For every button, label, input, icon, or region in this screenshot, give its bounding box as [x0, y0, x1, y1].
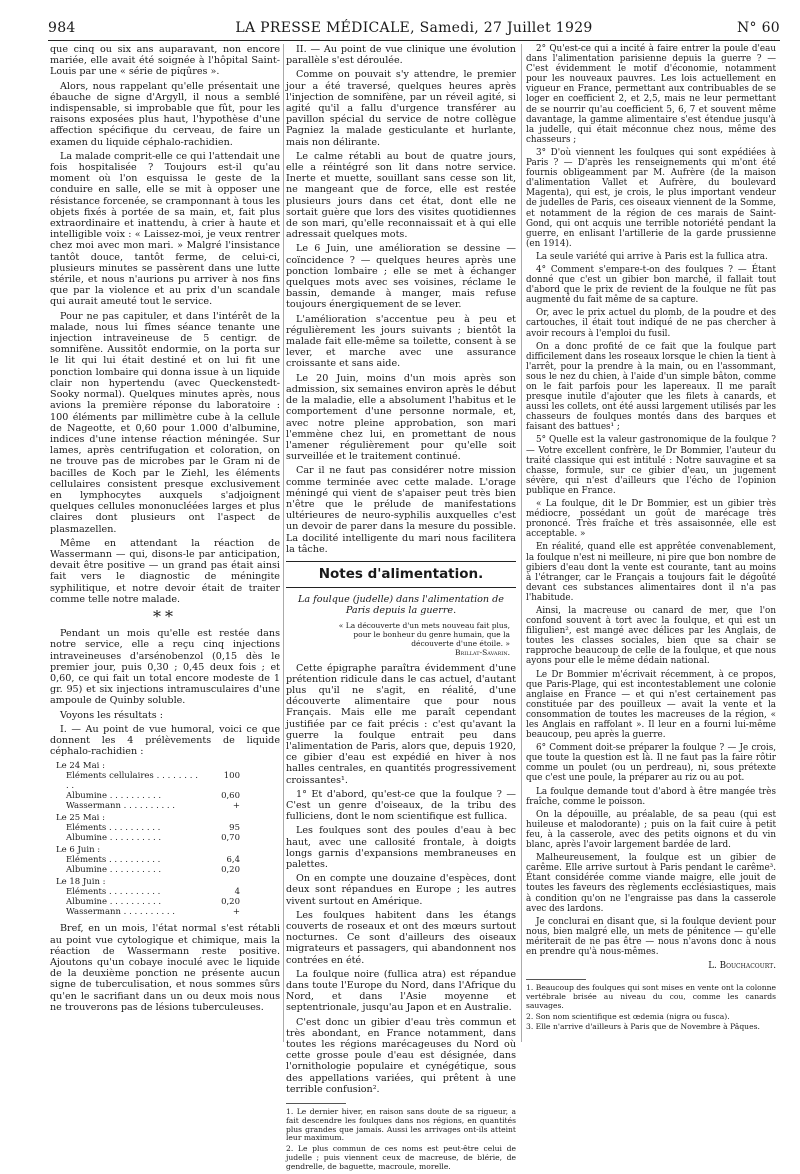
result-value: +: [232, 907, 240, 918]
paragraph: « La foulque, dit le Dr Bommier, est un gibier très médiocre, possédant un goût de marécage très prononcé. Très fraîche et très assaisonnée, elle est acceptable. »: [526, 499, 776, 540]
paragraph: La foulque demande tout d'abord à être mangée très fraîche, comme le poisson.: [526, 786, 776, 807]
paragraph: Alors, nous rappelant qu'elle présentait une ébauche de signe d'Argyll, il nous a semblé indispensable, si improbable que fût, pour les raisons exposées plus haut, l'hypothèse d'une affection spécifique du cerveau, de faire un examen du liquide céphalo-rachidien.: [50, 80, 280, 148]
paragraph: C'est donc un gibier d'eau très commun et très abondant, en France notamment, dans toutes les régions marécageuses du Nord où cette grosse poule d'eau est désignée, dans l'ornithologie populaire et cynégétique, sous des appellations variées, qui prêtent à une terrible confusion².: [286, 1016, 516, 1095]
paragraph: 2° Qu'est-ce qui a incité à faire entrer la poule d'eau dans l'alimentation parisienne depuis la guerre ? — C'est évidemment le motif d'économie, notamment pour les nouveaux pauvres. Les lois actuellement en vigueur en France, permettant aux contribuables de se loger en coefficient 2, et 2,5, mais ne leur permettant de se nourrir qu'au coefficient 5, 6, 7 et souvent même davantage, la gamme alimentaire s'est étendue jusqu'à la judelle, qui était méconnue chez nous, même des chasseurs ;: [526, 44, 776, 145]
result-value: 95: [229, 823, 240, 834]
paragraph: Les foulques habitent dans les étangs couverts de roseaux et ont des mœurs surtout nocturnes. Ce sont d'ailleurs des oiseaux migrateurs et passagers, qui abandonnent nos contrées en été.: [286, 909, 516, 966]
paragraph: En réalité, quand elle est apprêtée convenablement, la foulque n'est ni meilleure, ni pire que bon nombre de gibiers d'eau dont la vente est courante, tant au moins à l'étranger, car le Français a toujours fait le dégoûté devant ces substances alimentaires dont il n'a pas l'habitude.: [526, 542, 776, 603]
paragraph: On a donc profité de ce fait que la foulque part difficilement dans les roseaux lorsque le chien la tient à l'arrêt, pour la prendre à la main, ou en l'assommant, sous le nez du chien, à l'aide d'un simple bâton, comme on le fait parfois pour les lapereaux. Il me paraît presque inutile d'ajouter que les filets à canards, et aussi les collets, ont été aussi largement utilisés par les chasseurs de foulques montés dans des barques et faisant des battues¹ ;: [526, 341, 776, 433]
paragraph: Même en attendant la réaction de Wassermann — qui, disons-le par anticipation, devait être positive — un grand pas était ainsi fait vers le diagnostic de méningite syphilitique, et notre devoir était de traiter comme telle notre malade.: [50, 537, 280, 605]
result-date: Le 18 Juin :: [56, 877, 106, 888]
footnote: 2. Son nom scientifique est œdemia (nigra ou fusca).: [526, 1011, 730, 1021]
article-subtitle: La foulque (judelle) dans l'alimentation de Paris depuis la guerre.: [298, 594, 504, 617]
result-row: [56, 801, 280, 811]
epigraph: [326, 621, 510, 657]
result-label: Albumine . . . . . . . . . .: [66, 897, 162, 908]
paragraph: 4° Comment s'empare-t-on des foulques ? — Étant donné que c'est un gibier bon marché, il fallait tout d'abord que le prix de revient de la foulque ne fût pas augmenté du fait même de sa capture.: [526, 264, 776, 306]
result-row: [56, 865, 280, 875]
result-value: 0,60: [221, 791, 240, 802]
paragraph: Car il ne faut pas considérer notre mission comme terminée avec cette malade. L'orage méningé qui vient de s'apaiser peut très bien n'être que le prélude de manifestations ultérieures de neuro-syphilis auxquelles c'est un devoir de parer dans la mesure du possible. La docilité intelligente du mari nous facilitera la tâche.: [286, 465, 516, 555]
result-label: Albumine . . . . . . . . . .: [66, 833, 162, 844]
epigraph-author: Brillat-Savarin.: [455, 647, 510, 657]
column-left: [50, 44, 280, 1016]
issue-number: N° 60: [736, 20, 780, 36]
footnote-rule: [526, 979, 586, 980]
result-date: Le 25 Mai :: [56, 813, 105, 824]
result-label: Eléments cellulaires . . . . . . . . . .: [66, 771, 198, 792]
result-value: 0,70: [221, 833, 240, 844]
paragraph: Le Dr Bommier m'écrivait récemment, à ce propos, que Paris-Plage, qui est incontestablement une colonie anglaise en France — et qui n'est certainement pas constituée par des pouilleux — avait la vente et la consommation de toutes les macreuses de la région, « les Anglais en raffolant ». Il leur en a fourni lui-même beaucoup, peu après la guerre.: [526, 669, 776, 741]
paragraph: 5° Quelle est la valeur gastronomique de la foulque ? — Votre excellent confrère, le Dr Bommier, l'auteur du traité classique qui est intitulé : Notre sauvagine et sa chasse, formule, sur ce gibier d'eau, un jugement sévère, qui n'est d'ailleurs que l'écho de l'opinion publique en France.: [526, 435, 776, 496]
paragraph: que cinq ou six ans auparavant, non encore mariée, elle avait été soignée à l'hôpital Saint-Louis par une « série de piqûres ».: [50, 44, 280, 78]
result-label: Eléments . . . . . . . . . .: [66, 855, 161, 866]
column-divider: [283, 44, 284, 1042]
paragraph: Le 6 Juin, une amélioration se dessine — coïncidence ? — quelques heures après une ponction lombaire ; elle se met à échanger quelques mots avec ses voisines, réclame le bassin, demande à manger, mais refuse toujours énergiquement de se lever.: [286, 243, 516, 311]
footnote-rule: [286, 1103, 346, 1104]
result-value: 6,4: [226, 855, 240, 866]
section-heading: Notes d'alimentation.: [286, 561, 516, 588]
paragraph: La seule variété qui arrive à Paris est la fullica atra.: [536, 251, 768, 262]
result-label: Albumine . . . . . . . . . .: [66, 865, 162, 876]
paragraph: 1° Et d'abord, qu'est-ce que la foulque ? — C'est un genre d'oiseaux, de la tribu des fulliciens, dont le nom scientifique est fullica.: [286, 788, 516, 823]
result-value: 0,20: [221, 865, 240, 876]
result-value: 100: [223, 771, 240, 782]
result-row: [56, 823, 280, 833]
footnote: 3. Elle n'arrive d'ailleurs à Paris que de Novembre à Pâques.: [526, 1022, 760, 1032]
page-number: 984: [48, 20, 76, 36]
column-right: [526, 44, 776, 1034]
footnote: 1. Le dernier hiver, en raison sans doute de sa rigueur, a fait descendre les foulques dans nos régions, en quantités plus grandes que jamais. Aussi les arrivages ont-ils atteint leur maximum.: [286, 1107, 516, 1143]
section-separator: **: [153, 606, 177, 626]
result-row: [56, 897, 280, 907]
lab-results-table: [56, 761, 280, 917]
column-divider: [521, 44, 522, 1042]
paragraph: On la dépouille, au préalable, de sa peau (qui est huileuse et malodorante) ; puis on la fait cuire à petit feu, à la casserole, avec des petits oignons et du vin blanc, après l'avoir largement bardée de lard.: [526, 809, 776, 851]
paragraph: 6° Comment doit-se préparer la foulque ? — Je crois, que toute la question est là. Il ne faut pas la faire rôtir comme un poulet (ou un perdreau), ni, sous prétexte que c'est une poule, la préparer au riz ou au pot.: [526, 743, 776, 784]
result-row: [56, 907, 280, 917]
result-label: Eléments . . . . . . . . . .: [66, 823, 161, 834]
paragraph: Voyons les résultats :: [60, 709, 163, 721]
result-value: 4: [234, 887, 240, 898]
paragraph: La foulque noire (fullica atra) est répandue dans toute l'Europe du Nord, dans l'Afrique du Nord, et dans l'Asie moyenne et septentrionale, jusqu'au Japon et en Australie.: [286, 968, 516, 1014]
paragraph: II. — Au point de vue clinique une évolution parallèle s'est déroulée.: [286, 44, 516, 67]
paragraph: L'amélioration s'accentue peu à peu et régulièrement les jours suivants ; bientôt la malade fait elle-même sa toilette, consent à se lever, et marche avec une assurance croissante et sans aide.: [286, 313, 516, 370]
paragraph: Pour ne pas capituler, et dans l'intérêt de la malade, nous lui fîmes séance tenante une injection intraveineuse de 5 centigr. de somnifène. Aussitôt endormie, on la porta sur le lit qui lui était destiné et on lui fit une ponction lombaire qui donna issue à un liquide clair non hypertendu (avec Queckenstedt-Sooky normal). Quelques minutes après, nous avions la première réponse du laboratoire : 100 éléments par millimètre cube à la cellule de Nageotte, et 0,60 pour 1.000 d'albumine, indices d'une intense réaction méningée. Sur lames, après centrifugation et coloration, on ne trouve pas de microbes par le Gram ni de bacilles de Koch par le Ziehl, les éléments cellulaires consistent presque exclusivement en lymphocytes auxquels s'adjoignent quelques cellules mononucléées larges et plus claires dont plusieurs ont l'aspect de plasmazellen.: [50, 310, 280, 535]
footnote: 1. Beaucoup des foulques qui sont mises en vente ont la colonne vertébrale brisée au niveau du cou, comme les canards sauvages.: [526, 983, 776, 1010]
paragraph: 3° D'où viennent les foulques qui sont expédiées à Paris ? — D'après les renseignements qui m'ont été fournis obligeamment par M. Aufrère (de la maison d'alimentation Vallet et Aufrère, du boulevard Magenta), qui est, je crois, le plus important vendeur de judelles de Paris, ces oiseaux viennent de la Somme, et notamment de la région de ces marais de Saint-Gond, qui ont acquis une terrible notoriété pendant la guerre, en enlisant l'artillerie de la garde prussienne (en 1914).: [526, 147, 776, 249]
paragraph: I. — Au point de vue humoral, voici ce que donnent les 4 prélèvements de liquide céphalo-rachidien :: [50, 723, 280, 758]
result-row: [56, 833, 280, 843]
result-label: Eléments . . . . . . . . . .: [66, 887, 161, 898]
paragraph: On en compte une douzaine d'espèces, dont deux sont répandues en Europe ; les autres vivent surtout en Amérique.: [286, 873, 516, 907]
result-row: [56, 887, 280, 897]
footnote: 2. Le plus commun de ces noms est peut-être celui de judelle ; puis viennent ceux de macreuse, de blérie, de gendrelle, de baguette, macroule, morelle.: [286, 1144, 516, 1171]
result-row: [56, 855, 280, 865]
result-value: +: [232, 801, 240, 812]
epigraph-quote: « La découverte d'un mets nouveau fait plus, pour le bonheur du genre humain, que la découverte d'une étoile. »: [338, 620, 510, 648]
paragraph: Comme on pouvait s'y attendre, le premier jour a été traversé, quelques heures après l'injection de somnifène, par un réveil agité, si agité qu'il a fallu d'urgence transférer au pavillon spécial du service de notre collègue Pagniez la malade gesticulante et hurlante, mais non délirante.: [286, 69, 516, 148]
page-header: [48, 20, 780, 38]
result-date: Le 24 Mai :: [56, 761, 105, 772]
result-date: Le 6 Juin :: [56, 845, 101, 856]
author-signature: L. Bouchacourt.: [708, 961, 776, 972]
result-label: Wassermann . . . . . . . . . .: [66, 801, 175, 812]
column-middle: [286, 44, 516, 1174]
result-label: Wassermann . . . . . . . . . .: [66, 907, 175, 918]
result-label: Albumine . . . . . . . . . .: [66, 791, 162, 802]
paragraph: Bref, en un mois, l'état normal s'est rétabli au point vue cytologique et chimique, mais la réaction de Wassermann reste positive. Ajoutons qu'un cobaye inoculé avec le liquide de la deuxième ponction ne présente aucun signe de tuberculisation, et nous sommes sûrs qu'en le sacrifiant dans un ou deux mois nous ne trouverons pas de lésions tuberculeuses.: [50, 923, 280, 1013]
result-row: [56, 791, 280, 801]
result-row: [56, 771, 280, 791]
journal-title: LA PRESSE MÉDICALE, Samedi, 27 Juillet 1929: [235, 20, 593, 36]
paragraph: Pendant un mois qu'elle est restée dans notre service, elle a reçu cinq injections intraveineuses d'arsénobenzol (0,15 dès le premier jour, puis 0,30 ; 0,45 deux fois ; et 0,60, ce qui fait un total encore modeste de 1 gr. 95) et six injections intramusculaires d'une ampoule de Quinby soluble.: [50, 628, 280, 707]
paragraph: Cette épigraphe paraîtra évidemment d'une prétention ridicule dans le cas actuel, d'autant plus qu'il ne s'agit, en réalité, d'une découverte alimentaire que pour nous Français. Mais elle me paraît cependant justifiée par ce fait précis : c'est qu'avant la guerre la foulque entrait peu dans l'alimentation de Paris, alors que, depuis 1920, ce gibier d'eau est expédié en hiver à nos halles centrales, en quantités progressivement croissantes¹.: [286, 662, 516, 786]
paragraph: Le calme rétabli au bout de quatre jours, elle a réintégré son lit dans notre service. Inerte et muette, souillant sans cesse son lit, ne mangeant que de force, elle est restée plusieurs jours dans cet état, dont elle ne sortait guère que lors des visites quotidiennes de son mari, qu'elle reconnaissait et à qui elle adressait quelques mots.: [286, 150, 516, 241]
paragraph: Or, avec le prix actuel du plomb, de la poudre et des cartouches, il était tout indiqué de ne pas chercher à avoir recours à l'emploi du fusil.: [526, 308, 776, 339]
paragraph: Malheureusement, la foulque est un gibier de carême. Elle arrive surtout à Paris pendant le carême³. Étant considérée comme viande maigre, elle jouit de toutes les faveurs des règlements ecclésiastiques, mais à condition qu'on ne l'engraisse pas dans la casserole avec des lardons.: [526, 853, 776, 914]
paragraph: La malade comprit-elle ce qui l'attendait une fois hospitalisée ? Toujours est-il qu'au moment où l'on esquissa le geste de la conduire en salle, elle se mit à opposer une résistance forcenée, se cramponnant à tous les objets fixés à portée de sa main, et, fait plus extraordinaire et inattendu, à crier à haute et intelligible voix : « Laissez-moi, je veux rentrer chez moi avec mon mari. » Malgré l'insistance tantôt douce, tantôt ferme, de celui-ci, plusieurs minutes se passèrent dans une lutte stérile, et nous n'aurions pu arriver à nos fins que par la violence et au prix d'un scandale qui aurait ameuté tout le service.: [50, 150, 280, 308]
paragraph: Le 20 Juin, moins d'un mois après son admission, six semaines environ après le début de la maladie, elle a absolument l'habitus et le comportement d'une personne normale, et, avec notre pleine approbation, son mari l'emmène chez lui, en promettant de nous l'amener régulièrement pour qu'elle soit surveillée et le traitement continué.: [286, 372, 516, 463]
paragraph: Je conclurai en disant que, si la foulque devient pour nous, bien malgré elle, un mets de pénitence — qu'elle mériterait de ne pas être — nous n'avons donc à nous en prendre qu'à nous-mêmes.: [526, 916, 776, 957]
paragraph: Les foulques sont des poules d'eau à bec haut, avec une callosité frontale, à doigts longs garnis d'expansions membraneuses en palettes.: [286, 825, 516, 870]
result-value: 0,20: [221, 897, 240, 908]
paragraph: Ainsi, la macreuse ou canard de mer, que l'on confond souvent à tort avec la foulque, et qui est un filigulien², est mangé avec délices par les Anglais, de toutes les classes sociales, bien que sa chair se rapproche beaucoup de celle de la foulque, et que nous ayons pour elle le même dédain national.: [526, 605, 776, 667]
header-rule: [48, 40, 780, 41]
